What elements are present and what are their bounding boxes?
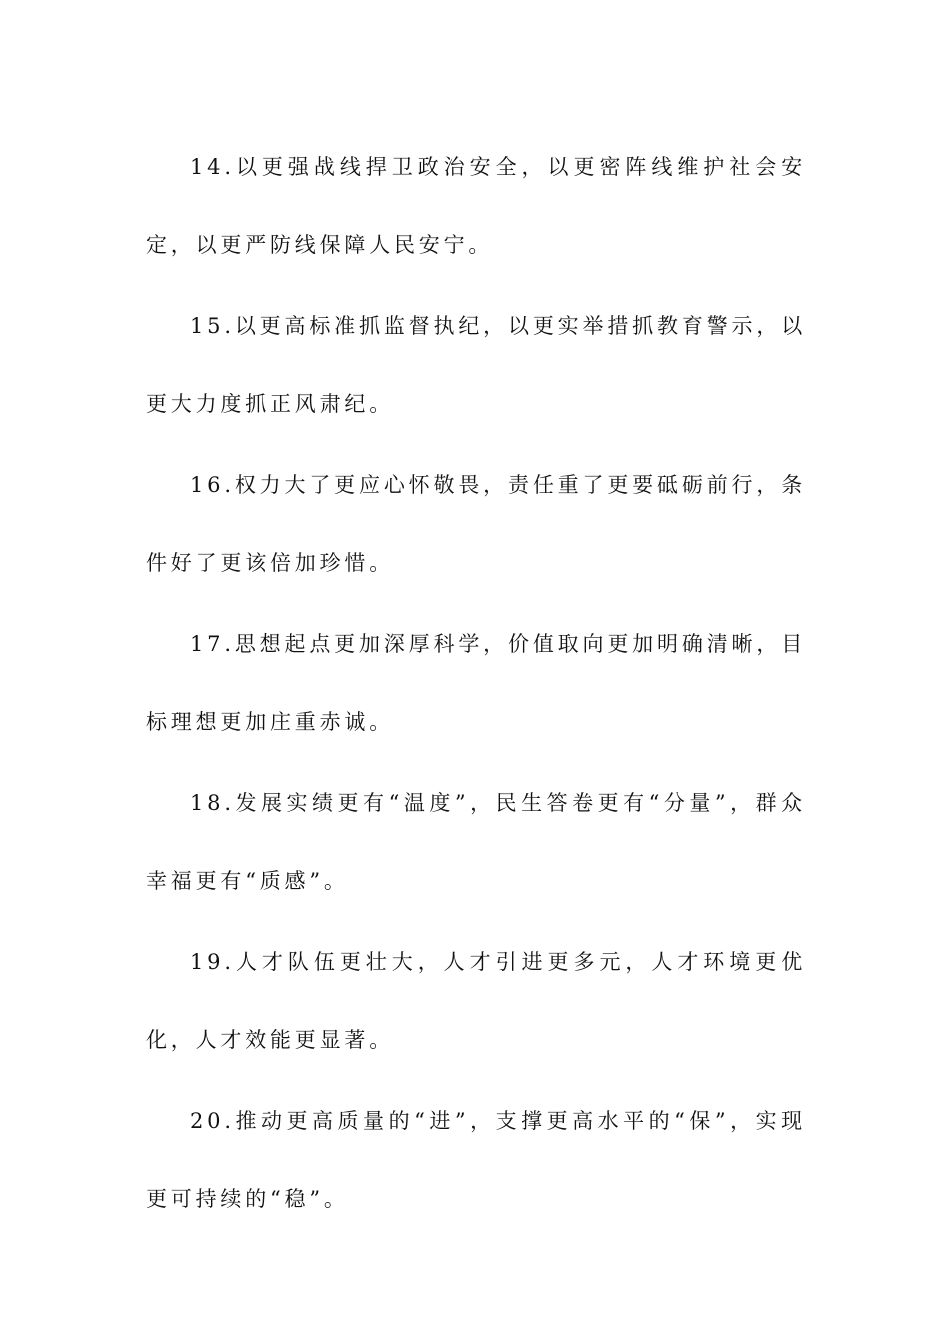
paragraph-17: 17.思想起点更加深厚科学，价值取向更加明确清晰，目标理想更加庄重赤诚。 [146, 632, 806, 734]
document-body [146, 128, 806, 1241]
paragraph-20: 20.推动更高质量的“进”，支撑更高水平的“保”，实现更可持续的“稳”。 [146, 1109, 806, 1211]
paragraph-19: 19.人才队伍更壮大，人才引进更多元，人才环境更优化，人才效能更显著。 [146, 950, 806, 1052]
paragraph-18: 18.发展实绩更有“温度”，民生答卷更有“分量”，群众幸福更有“质感”。 [146, 791, 806, 893]
paragraph-16: 16.权力大了更应心怀敬畏，责任重了更要砥砺前行，条件好了更该倍加珍惜。 [146, 473, 806, 575]
paragraph-14: 14.以更强战线捍卫政治安全，以更密阵线维护社会安定，以更严防线保障人民安宁。 [146, 155, 806, 257]
paragraph-15: 15.以更高标准抓监督执纪，以更实举措抓教育警示，以更大力度抓正风肃纪。 [146, 314, 806, 416]
